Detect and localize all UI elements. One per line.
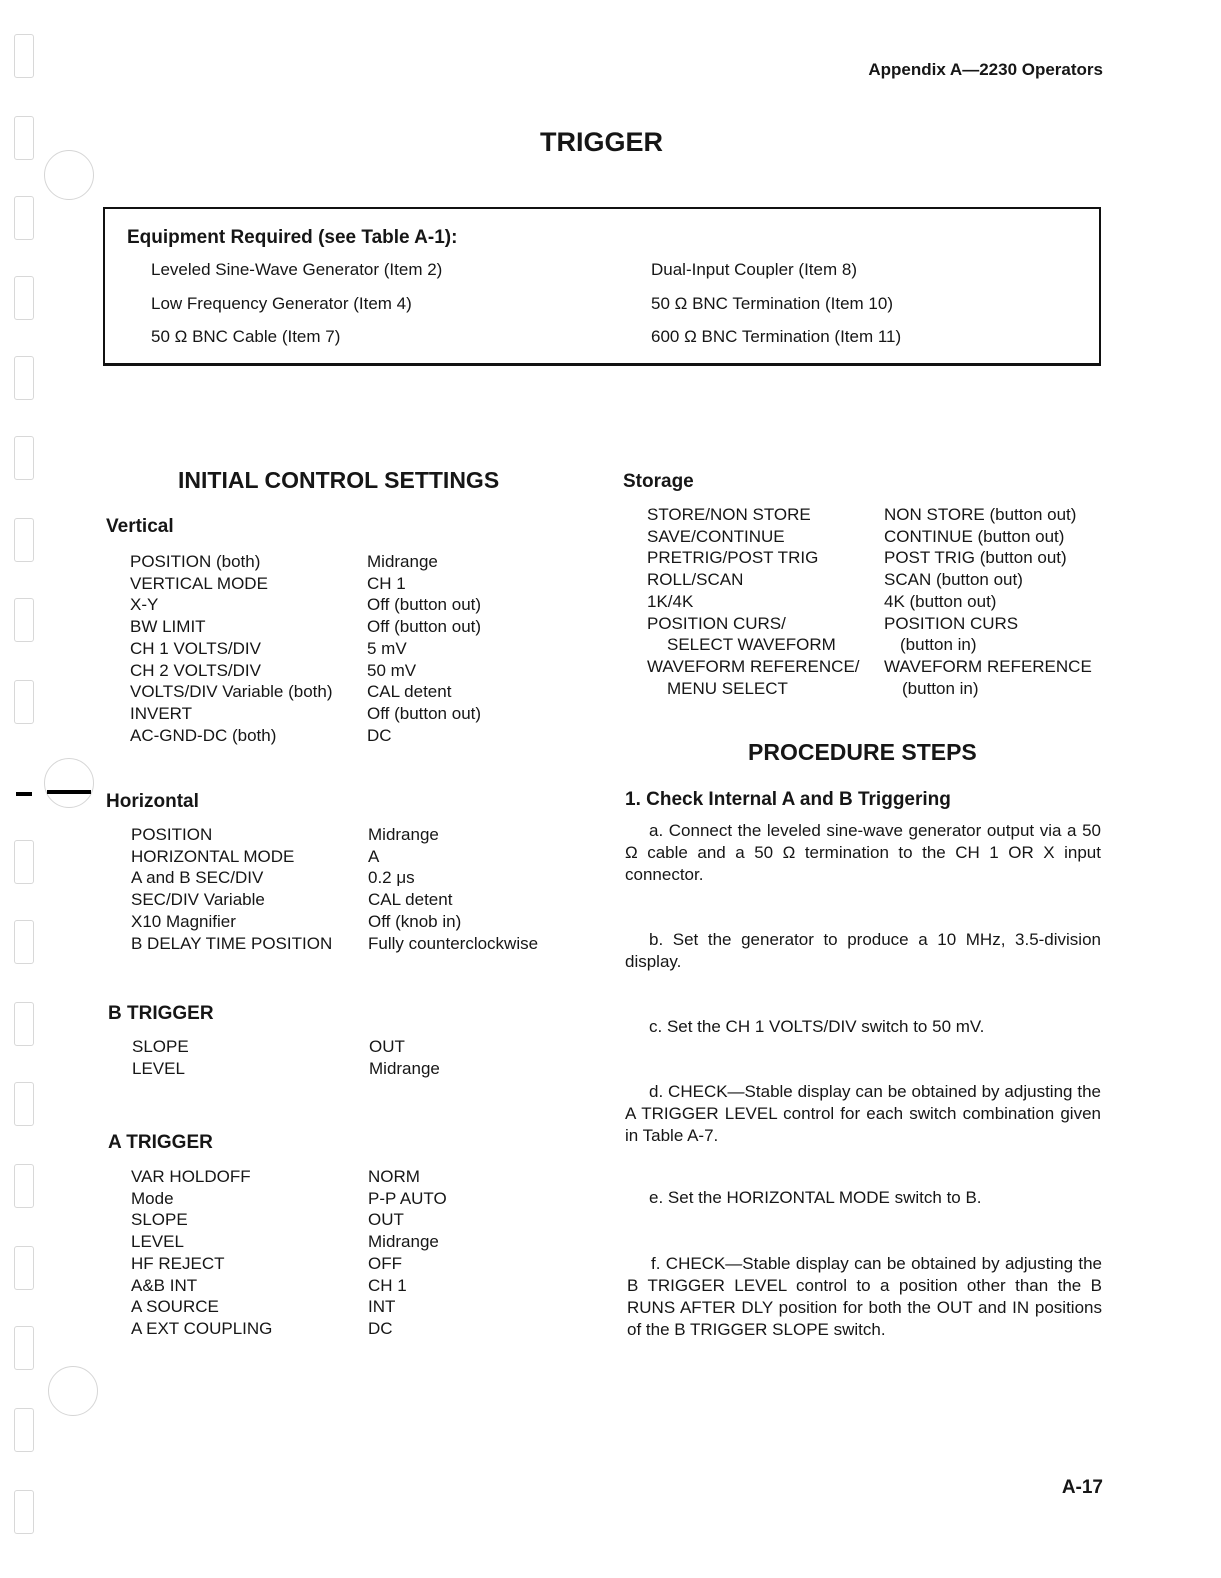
b-trigger-controls (132, 1036, 189, 1079)
control-setting: DC (368, 1318, 393, 1338)
control-setting: DC (367, 725, 392, 745)
control-name: MENU SELECT (667, 678, 788, 698)
storage-heading: Storage (623, 471, 694, 492)
control-name: PRETRIG/POST TRIG (647, 548, 819, 568)
binder-mark (14, 1326, 34, 1370)
equipment-right-list (651, 253, 901, 354)
control-setting: P-P AUTO (368, 1188, 447, 1208)
control-name: X-Y (130, 595, 159, 615)
control-name: AC-GND-DC (both) (130, 725, 277, 745)
step-a: a. Connect the leveled sine-wave generator output via a 50 Ω cable and a 50 Ω termination to the CH 1 OR X input connector. (625, 821, 1101, 884)
control-name: STORE/NON STORE (647, 505, 811, 524)
control-name: SAVE/CONTINUE (647, 526, 785, 546)
control-setting: Off (button out) (367, 617, 482, 637)
vertical-heading: Vertical (106, 516, 174, 537)
binder-mark (14, 518, 34, 562)
control-setting: NORM (368, 1167, 420, 1186)
control-setting: A (368, 846, 380, 866)
control-setting: Off (button out) (367, 595, 482, 615)
control-setting: 50 mV (367, 660, 417, 680)
control-setting: CONTINUE (button out) (884, 526, 1065, 546)
step1-heading: 1. Check Internal A and B Triggering (625, 789, 951, 810)
step-e: e. Set the HORIZONTAL MODE switch to B. (649, 1188, 982, 1207)
binder-mark (14, 276, 34, 320)
control-setting: INT (368, 1297, 396, 1317)
control-name: HF REJECT (131, 1253, 225, 1273)
step-f: f. CHECK—Stable display can be obtained by adjusting the B TRIGGER LEVEL control to a position other than the B RUNS AFTER DLY position for both the OUT and IN positions of the B TRIGGER SLOPE switch. (627, 1254, 1102, 1339)
control-setting: Midrange (368, 1232, 439, 1252)
control-setting: POST TRIG (button out) (884, 548, 1067, 568)
control-name: A EXT COUPLING (131, 1318, 273, 1338)
control-setting: CAL detent (368, 890, 453, 910)
control-setting: Midrange (367, 552, 438, 571)
control-setting: NON STORE (button out) (884, 505, 1077, 524)
initial-settings-title: INITIAL CONTROL SETTINGS (178, 467, 500, 493)
control-setting: (button in) (902, 678, 979, 698)
control-name: X10 Magnifier (131, 911, 236, 931)
control-setting: (button in) (900, 635, 977, 655)
storage-settings (884, 504, 1092, 699)
binder-mark (14, 34, 34, 78)
equipment-item: 50 Ω BNC Cable (Item 7) (151, 327, 341, 346)
control-setting: OFF (368, 1253, 402, 1273)
control-name: CH 1 VOLTS/DIV (130, 638, 261, 658)
control-name: ROLL/SCAN (647, 570, 744, 590)
control-name: 1K/4K (647, 591, 694, 611)
control-name: SELECT WAVEFORM (667, 635, 836, 655)
b-trigger-settings (369, 1036, 440, 1079)
control-name: WAVEFORM REFERENCE/ (647, 656, 860, 676)
control-setting: OUT (368, 1210, 404, 1230)
control-name: LEVEL (132, 1058, 185, 1078)
control-setting: 4K (button out) (884, 591, 997, 611)
step-d: d. CHECK—Stable display can be obtained by adjusting the A TRIGGER LEVEL control for each switch combination given in Table A-7. (625, 1082, 1101, 1145)
step-b: b. Set the generator to produce a 10 MHz, 3.5-division display. (625, 930, 1101, 971)
control-setting: 0.2 μs (368, 868, 415, 888)
control-name: SLOPE (132, 1037, 189, 1056)
control-name: VERTICAL MODE (130, 573, 268, 593)
binder-mark (14, 436, 34, 480)
binder-mark (14, 1408, 34, 1452)
equipment-left-list (151, 253, 442, 354)
page-number: A-17 (1061, 1477, 1103, 1498)
control-name: VAR HOLDOFF (131, 1167, 251, 1186)
page-title: TRIGGER (539, 127, 663, 157)
binder-mark (14, 680, 34, 724)
control-name: Mode (131, 1188, 174, 1208)
control-name: INVERT (130, 703, 193, 723)
binder-mark (14, 1490, 34, 1534)
binder-mark (14, 840, 34, 884)
vertical-settings (367, 551, 481, 746)
binder-mark (14, 598, 34, 642)
control-name: POSITION (131, 825, 213, 844)
control-name: BW LIMIT (130, 617, 206, 637)
control-name: VOLTS/DIV Variable (both) (130, 682, 333, 702)
control-name: A&B INT (131, 1275, 198, 1295)
equipment-item: 50 Ω BNC Termination (Item 10) (651, 293, 893, 313)
binder-mark (14, 920, 34, 964)
control-name: B DELAY TIME POSITION (131, 933, 333, 953)
control-name: POSITION (both) (130, 552, 261, 571)
control-setting: WAVEFORM REFERENCE (884, 656, 1092, 676)
control-setting: 5 mV (367, 638, 407, 658)
equipment-item: Leveled Sine-Wave Generator (Item 2) (151, 260, 443, 279)
control-name: CH 2 VOLTS/DIV (130, 660, 261, 680)
control-name: POSITION CURS/ (647, 613, 786, 633)
equipment-title: Equipment Required (see Table A-1): (127, 227, 458, 248)
binder-mark (14, 1246, 34, 1290)
binder-mark (14, 356, 34, 400)
control-setting: Off (knob in) (368, 911, 462, 931)
equipment-box (103, 207, 1101, 366)
control-setting: OUT (369, 1037, 405, 1056)
control-setting: Off (button out) (367, 703, 482, 723)
binder-mark (14, 196, 34, 240)
punch-hole (48, 1366, 98, 1416)
equipment-item: Low Frequency Generator (Item 4) (151, 293, 412, 313)
a-trigger-controls (131, 1166, 272, 1340)
control-setting: Midrange (368, 825, 439, 844)
control-setting: CH 1 (368, 1275, 407, 1295)
control-name: A SOURCE (131, 1297, 219, 1317)
equipment-item: 600 Ω BNC Termination (Item 11) (651, 327, 902, 346)
control-name: LEVEL (131, 1232, 184, 1252)
running-header: Appendix A—2230 Operators (868, 60, 1103, 79)
control-setting: CAL detent (367, 682, 452, 702)
a-trigger-heading: A TRIGGER (108, 1132, 213, 1153)
control-setting: POSITION CURS (884, 613, 1019, 633)
control-setting: Midrange (369, 1058, 440, 1078)
b-trigger-heading: B TRIGGER (108, 1003, 214, 1024)
horizontal-heading: Horizontal (106, 791, 199, 812)
control-setting: CH 1 (367, 573, 406, 593)
binder-mark (14, 1164, 34, 1208)
step-c: c. Set the CH 1 VOLTS/DIV switch to 50 mV. (649, 1017, 985, 1036)
horizontal-controls (131, 824, 332, 954)
equipment-item: Dual-Input Coupler (Item 8) (651, 260, 857, 279)
margin-dash (47, 790, 91, 794)
binder-mark (14, 1082, 34, 1126)
control-name: SLOPE (131, 1210, 188, 1230)
vertical-controls (130, 551, 333, 746)
horizontal-settings (368, 824, 538, 954)
control-setting: Fully counterclockwise (368, 933, 539, 953)
control-name: A and B SEC/DIV (131, 868, 264, 888)
storage-controls (647, 504, 860, 699)
a-trigger-settings (368, 1166, 447, 1340)
margin-dash (16, 792, 32, 796)
control-name: HORIZONTAL MODE (131, 846, 295, 866)
binder-mark (14, 1002, 34, 1046)
control-setting: SCAN (button out) (884, 570, 1023, 590)
punch-hole (44, 758, 94, 808)
control-name: SEC/DIV Variable (131, 890, 265, 910)
procedure-title: PROCEDURE STEPS (748, 739, 977, 765)
